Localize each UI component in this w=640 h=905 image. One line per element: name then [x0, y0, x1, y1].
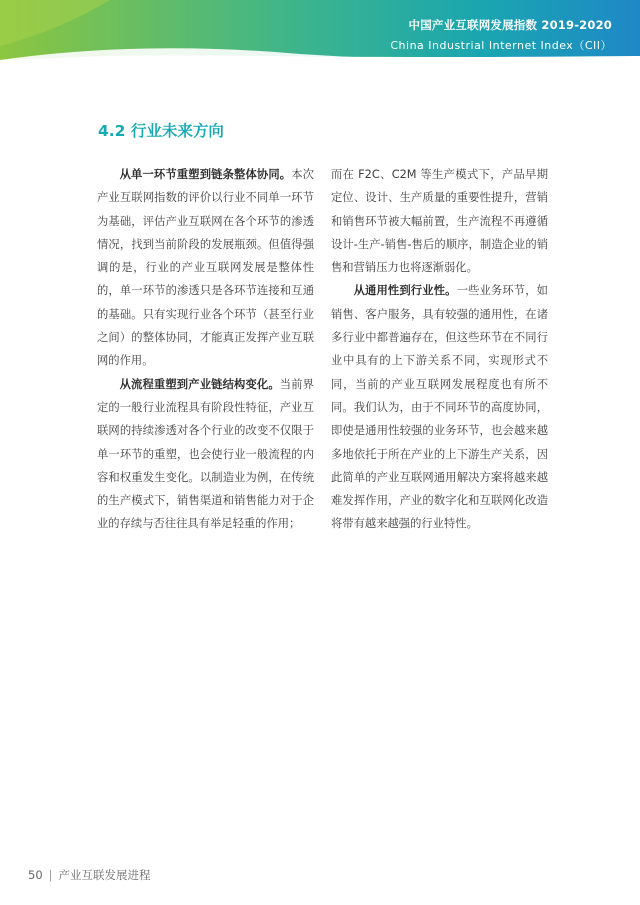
paragraph-1-lead: 从单一环节重塑到链条整体协同。: [119, 168, 292, 181]
right-column: [331, 163, 548, 536]
report-title: 中国产业互联网发展指数 2019-2020: [408, 18, 612, 32]
chapter-name: 产业互联发展进程: [58, 868, 151, 882]
page-number: 50: [28, 868, 43, 882]
paragraph-4-text: 一些业务环节，如销售、客户服务，具有较强的通用性，在诸多行业中都普遍存在，但这些环节在不同行业中具有的上下游关系不同，实现形式不同，当前的产业互联网发展程度也有所不同。我们认为，由于不同环节的高度协同，即使是通用性较强的业务环节，也会越来越多地依托于所在产业的上下游生产关系，因此简单的产业互联网通用解决方案将越来越难发挥作用，产业的数字化和互联网化改造将带有越来越强的行业特性。: [331, 284, 548, 531]
paragraph-4-lead: 从通用性到行业性。: [353, 284, 457, 298]
paragraph-1: [97, 163, 314, 373]
paragraph-3: 而在 F2C、C2M 等生产模式下，产品早期定位、设计、生产质量的重要性提升，营销和销售环节被大幅前置，生产流程不再遵循设计-生产-销售-售后的顺序，制造企业的销售和营销压力也将逐渐弱化。: [331, 168, 548, 275]
paragraph-2-text: 当前界定的一般行业流程具有阶段性特征，产业互联网的持续渗透对各个行业的改变不仅限于单一环节的重塑，也会使行业一般流程的内容和权重发生变化。以制造业为例，在传统的生产模式下，销售渠道和销售能力对于企业的存续与否往往具有举足轻重的作用；: [97, 377, 314, 531]
section-title: 4.2 行业未来方向: [98, 122, 224, 140]
page-footer: [28, 867, 151, 883]
paragraph-2-lead: 从流程重塑到产业链结构变化。: [119, 377, 280, 391]
paragraph-2: [97, 373, 314, 536]
paragraph-1-text: 本次产业互联网指数的评价以行业不同单一环节为基础，评估产业互联网在各个环节的渗透情况，找到当前阶段的发展瓶颈。但值得强调的是，行业的产业互联网发展是整体性的，单一环节的渗透只是各环节连接和互通的基础。只有实现行业各个环节（甚至行业之间）的整体协同，才能真正发挥产业互联网的作用。: [97, 168, 314, 368]
footer-separator: |: [48, 868, 53, 882]
report-subtitle: China Industrial Internet Index（CII）: [390, 39, 612, 52]
paragraph-4: [331, 279, 548, 535]
header-banner: [0, 0, 640, 62]
left-column: [97, 163, 314, 536]
